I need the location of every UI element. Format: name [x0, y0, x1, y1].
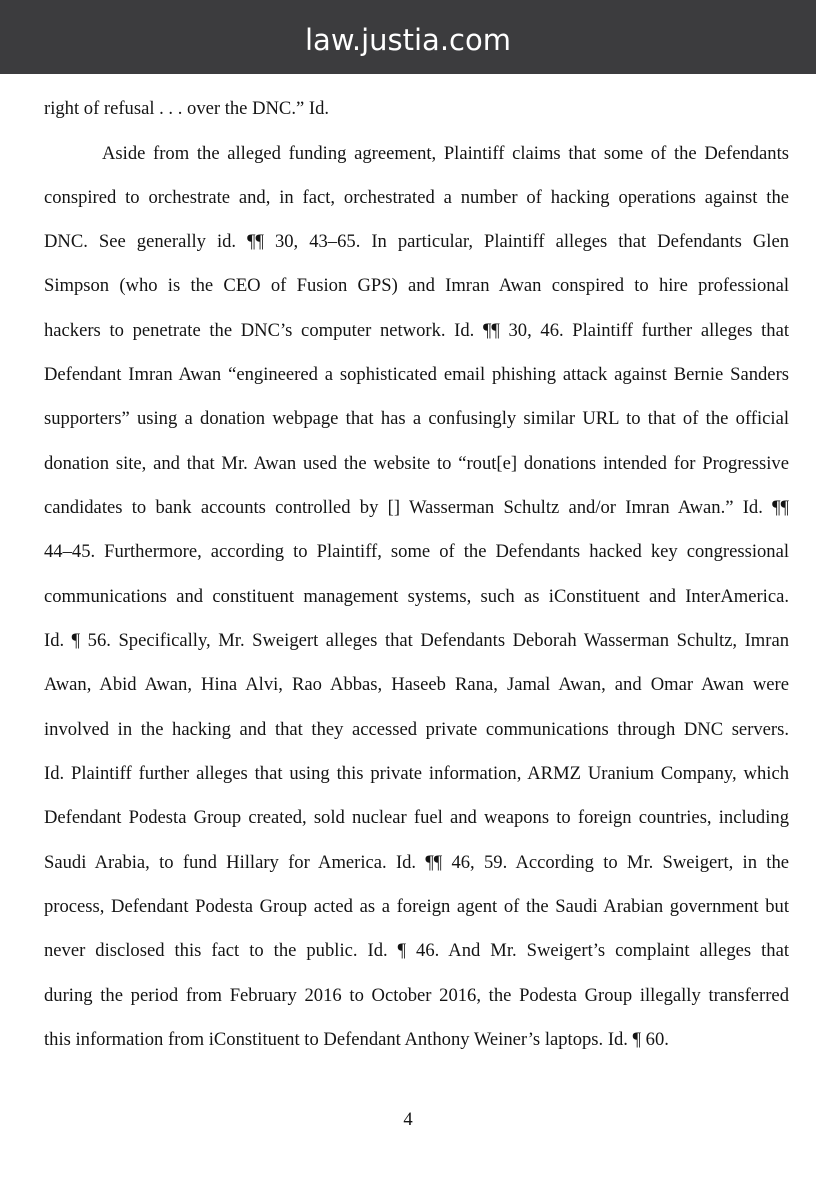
- document-line: during the period from February 2016 to October 2016, the Podesta Group illegally transferred: [44, 985, 789, 1006]
- document-line: right of refusal . . . over the DNC.” Id.: [44, 98, 330, 119]
- document-line: DNC. See generally id. ¶¶ 30, 43–65. In particular, Plaintiff alleges that Defendants Glen: [44, 231, 789, 252]
- document-line: this information from iConstituent to Defendant Anthony Weiner’s laptops. Id. ¶ 60.: [44, 1029, 669, 1050]
- document-line: donation site, and that Mr. Awan used the website to “rout[e] donations intended for Progressive: [44, 453, 789, 474]
- url-text: law.justia.com: [304, 23, 511, 57]
- document-line: supporters” using a donation webpage that has a confusingly similar URL to that of the official: [44, 408, 789, 429]
- document-line: candidates to bank accounts controlled by [] Wasserman Schultz and/or Imran Awan.” Id. ¶¶: [44, 497, 789, 518]
- document-line: Defendant Podesta Group created, sold nuclear fuel and weapons to foreign countries, including: [44, 807, 789, 828]
- document-line: Simpson (who is the CEO of Fusion GPS) and Imran Awan conspired to hire professional: [44, 275, 789, 296]
- document-line: communications and constituent management systems, such as iConstituent and InterAmerica.: [44, 586, 789, 607]
- browser-url-bar[interactable]: [0, 0, 816, 74]
- page-number: 4: [403, 1109, 413, 1130]
- document-line: conspired to orchestrate and, in fact, orchestrated a number of hacking operations against the: [44, 187, 789, 208]
- document-line: involved in the hacking and that they accessed private communications through DNC servers.: [44, 719, 789, 740]
- document-line: Defendant Imran Awan “engineered a sophisticated email phishing attack against Bernie Sanders: [44, 364, 789, 385]
- document-line: Id. ¶ 56. Specifically, Mr. Sweigert alleges that Defendants Deborah Wasserman Schultz, Imran: [44, 630, 789, 651]
- document-line: hackers to penetrate the DNC’s computer network. Id. ¶¶ 30, 46. Plaintiff further alleges that: [44, 320, 789, 341]
- document-line: Id. Plaintiff further alleges that using this private information, ARMZ Uranium Company, which: [44, 763, 789, 784]
- document-line: 44–45. Furthermore, according to Plaintiff, some of the Defendants hacked key congressional: [44, 541, 789, 562]
- document-line: never disclosed this fact to the public. Id. ¶ 46. And Mr. Sweigert’s complaint alleges that: [44, 940, 789, 961]
- document-line: Saudi Arabia, to fund Hillary for America. Id. ¶¶ 46, 59. According to Mr. Sweigert, in the: [44, 852, 789, 873]
- document-line: Aside from the alleged funding agreement, Plaintiff claims that some of the Defendants: [102, 143, 789, 164]
- document-line: Awan, Abid Awan, Hina Alvi, Rao Abbas, Haseeb Rana, Jamal Awan, and Omar Awan were: [44, 674, 789, 695]
- document-line: process, Defendant Podesta Group acted as a foreign agent of the Saudi Arabian government but: [44, 896, 789, 917]
